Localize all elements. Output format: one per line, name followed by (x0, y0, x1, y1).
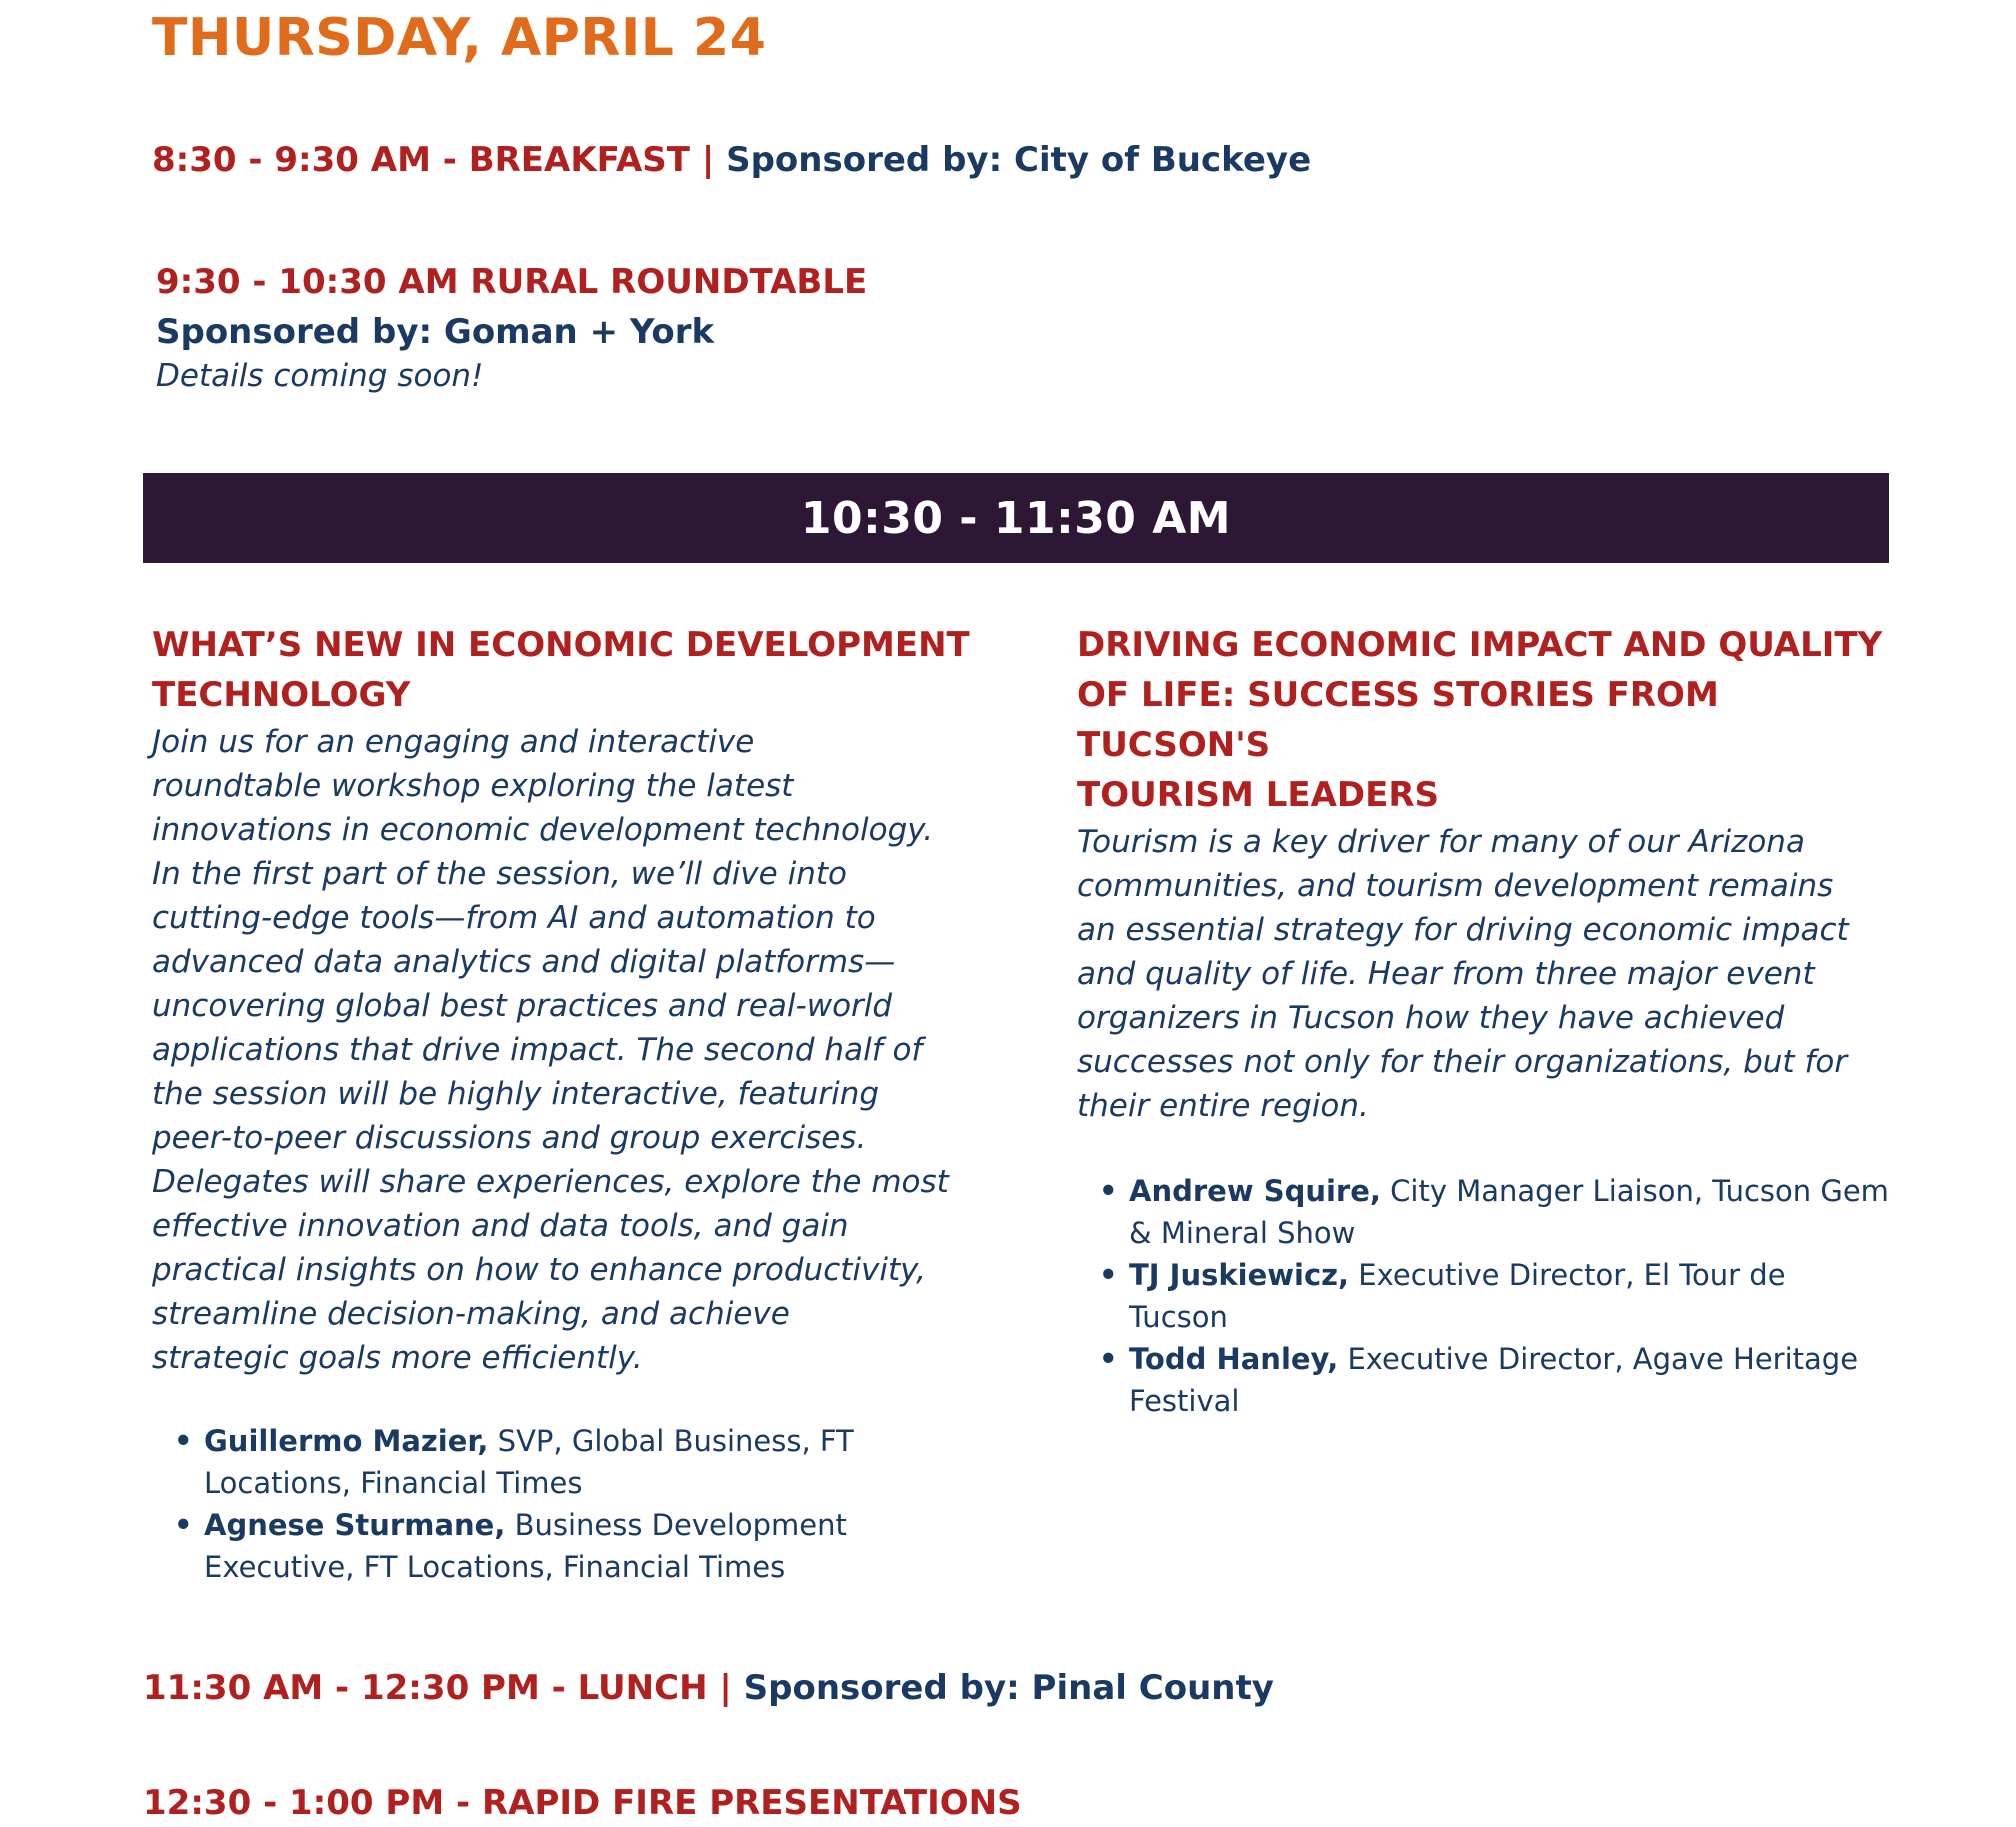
banner-time: 10:30 - 11:30 AM (800, 492, 1232, 544)
speaker-role: & Mineral Show (1129, 1216, 1356, 1250)
speaker-role: Executive, FT Locations, Financial Times (204, 1550, 786, 1584)
session-left-title-line: WHAT’S NEW IN ECONOMIC DEVELOPMENT (152, 625, 970, 665)
breakfast-sponsor: Sponsored by: City of Buckeye (726, 140, 1312, 180)
breakfast-line (152, 140, 1311, 180)
speaker-role: Business Development (505, 1508, 847, 1542)
roundtable-sponsor: Sponsored by: Goman + York (156, 312, 715, 352)
desc-line: communities, and tourism development remains (1077, 868, 1834, 904)
session-right-title-line: TOURISM LEADERS (1077, 775, 1440, 815)
session-right-title-line: OF LIFE: SUCCESS STORIES FROM TUCSON'S (1077, 675, 1719, 765)
desc-line: innovations in economic development technology. (152, 812, 934, 848)
bullet-icon: • (174, 1424, 193, 1458)
desc-line: organizers in Tucson how they have achieved (1077, 1000, 1785, 1036)
desc-line: roundtable workshop exploring the latest (152, 768, 794, 804)
session-left-description (152, 720, 992, 1380)
speaker-item (1077, 1254, 1907, 1338)
lunch-sponsor: Sponsored by: Pinal County (743, 1668, 1274, 1708)
session-left (152, 620, 992, 1588)
speaker-name: Andrew Squire, (1129, 1174, 1381, 1208)
desc-line: In the first part of the session, we’ll dive into (152, 856, 847, 892)
breakfast-separator: | (701, 140, 715, 180)
desc-line: cutting-edge tools—from AI and automation to (152, 900, 876, 936)
roundtable-label: 9:30 - 10:30 AM RURAL ROUNDTABLE (156, 262, 868, 302)
lunch-line (143, 1668, 1274, 1708)
lunch-separator: | (719, 1668, 732, 1708)
desc-line: Tourism is a key driver for many of our Arizona (1077, 824, 1805, 860)
speaker-role: Festival (1129, 1384, 1240, 1418)
bullet-icon: • (1099, 1342, 1118, 1376)
desc-line: Delegates will share experiences, explore the most (152, 1164, 949, 1200)
session-right-description (1077, 820, 1907, 1128)
breakfast-label: 8:30 - 9:30 AM - BREAKFAST (152, 140, 690, 180)
time-banner (143, 473, 1889, 563)
speaker-list-right (1077, 1170, 1907, 1422)
speaker-role: City Manager Liaison, Tucson Gem (1380, 1174, 1889, 1208)
desc-line: streamline decision-making, and achieve (152, 1296, 790, 1332)
desc-line: applications that drive impact. The second half of (152, 1032, 923, 1068)
desc-line: successes not only for their organizations, but for (1077, 1044, 1848, 1080)
desc-line: peer-to-peer discussions and group exercises. (152, 1120, 867, 1156)
speaker-item (1077, 1170, 1907, 1254)
bullet-icon: • (1099, 1258, 1118, 1292)
session-left-title-line: TECHNOLOGY (152, 675, 411, 715)
speaker-name: TJ Juskiewicz, (1129, 1258, 1350, 1292)
speaker-item (1077, 1338, 1907, 1422)
speaker-item (152, 1504, 992, 1588)
speaker-role: Tucson (1129, 1300, 1228, 1334)
desc-line: strategic goals more efficiently. (152, 1340, 643, 1376)
desc-line: uncovering global best practices and real-world (152, 988, 893, 1024)
session-right-title (1077, 620, 1907, 820)
roundtable-details: Details coming soon! (156, 358, 484, 394)
day-title: THURSDAY, APRIL 24 (152, 8, 767, 68)
bullet-icon: • (174, 1508, 193, 1542)
session-right-title-line: DRIVING ECONOMIC IMPACT AND QUALITY (1077, 625, 1883, 665)
desc-line: effective innovation and data tools, and gain (152, 1208, 849, 1244)
session-right (1077, 620, 1907, 1422)
desc-line: Join us for an engaging and interactive (152, 724, 755, 760)
speaker-role: Executive Director, Agave Heritage (1338, 1342, 1859, 1376)
rapid-fire-label: 12:30 - 1:00 PM - RAPID FIRE PRESENTATIONS (143, 1783, 1022, 1823)
speaker-name: Agnese Sturmane, (204, 1508, 506, 1542)
desc-line: their entire region. (1077, 1088, 1369, 1124)
speaker-name: Guillermo Mazier, (204, 1424, 489, 1458)
desc-line: an essential strategy for driving economic impact (1077, 912, 1849, 948)
desc-line: advanced data analytics and digital platforms— (152, 944, 896, 980)
speaker-role: SVP, Global Business, FT (488, 1424, 854, 1458)
session-left-title (152, 620, 992, 720)
desc-line: and quality of life. Hear from three major event (1077, 956, 1815, 992)
speaker-name: Todd Hanley, (1129, 1342, 1339, 1376)
speaker-role: Executive Director, El Tour de (1349, 1258, 1786, 1292)
lunch-label: 11:30 AM - 12:30 PM - LUNCH (143, 1668, 708, 1708)
speaker-item (152, 1420, 992, 1504)
desc-line: practical insights on how to enhance productivity, (152, 1252, 926, 1288)
desc-line: the session will be highly interactive, featuring (152, 1076, 880, 1112)
speaker-list-left (152, 1420, 992, 1588)
speaker-role: Locations, Financial Times (204, 1466, 583, 1500)
bullet-icon: • (1099, 1174, 1118, 1208)
